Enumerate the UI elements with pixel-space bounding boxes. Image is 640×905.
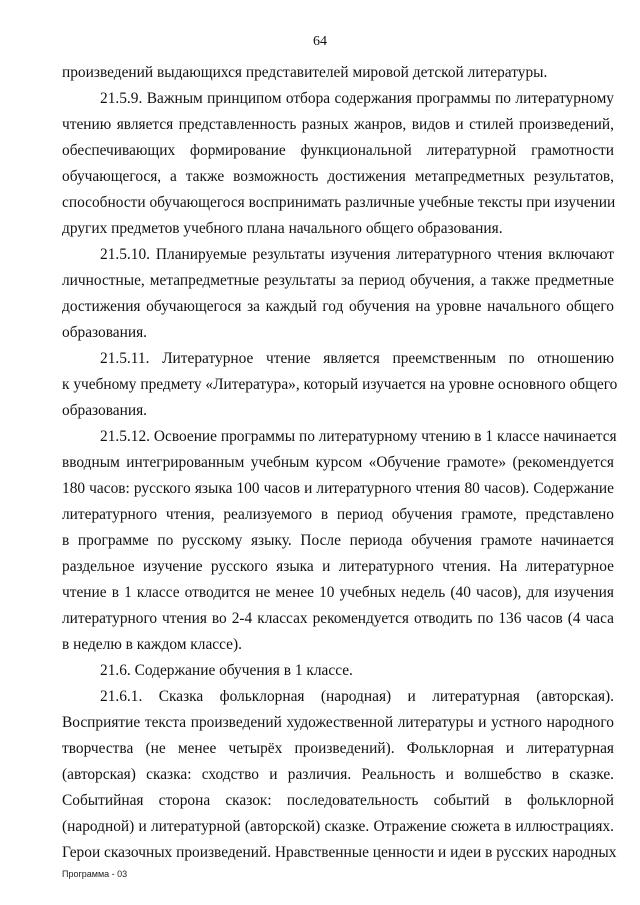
text-line: творчества (не менее четырёх произведений). Фольклорная и литературная	[62, 740, 614, 757]
text-line: (народной) и литературной (авторской) сказке. Отражение сюжета в иллюстрациях.	[62, 818, 614, 835]
text-line: вводным интегрированным учебным курсом «Обучение грамоте» (рекомендуется	[62, 454, 614, 471]
text-line: обеспечивающих формирование функциональной литературной грамотности	[62, 142, 614, 159]
text-line: (авторская) сказка: сходство и различия. Реальность и волшебство в сказке.	[62, 766, 614, 783]
page-number: 64	[313, 34, 327, 49]
paragraph	[62, 658, 614, 684]
text-line: 21.6. Содержание обучения в 1 классе.	[100, 662, 353, 679]
text-line: 21.6.1. Сказка фольклорная (народная) и литературная (авторская).	[100, 688, 614, 705]
text-line: литературного чтения, реализуемого в период обучения грамоте, представлено	[62, 506, 614, 523]
text-line: чтение в 1 классе отводится не менее 10 учебных недель (40 часов), для изучения	[62, 584, 614, 601]
paragraph	[62, 346, 618, 424]
text-line: 180 часов: русского языка 100 часов и литературного чтения 80 часов). Содержание	[62, 480, 614, 497]
text-line: 21.5.12. Освоение программы по литературному чтению в 1 классе начинается	[100, 428, 617, 445]
text-line: 21.5.11. Литературное чтение является преемственным по отношению	[100, 350, 614, 367]
text-line: обучающегося, а также возможность достижения метапредметных результатов,	[62, 168, 614, 185]
footer-label: Программа - 03	[62, 869, 128, 879]
text-line: к учебному предмету «Литература», который изучается на уровне основного общего	[62, 376, 618, 393]
text-line: личностные, метапредметные результаты за период обучения, а также предметные	[62, 272, 614, 289]
text-line: произведений выдающихся представителей мировой детской литературы.	[62, 64, 548, 81]
text-line: Герои сказочных произведений. Нравственные ценности и идеи в русских народных	[62, 844, 617, 861]
text-line: 21.5.10. Планируемые результаты изучения литературного чтения включают	[100, 246, 614, 263]
document-body	[62, 60, 618, 866]
text-line: Событийная сторона сказок: последовательность событий в фольклорной	[62, 792, 614, 809]
paragraph	[62, 242, 614, 346]
text-line: Восприятие текста произведений художественной литературы и устного народного	[62, 714, 614, 731]
text-line: способности обучающегося воспринимать различные учебные тексты при изучении	[62, 194, 616, 211]
text-line: достижения обучающегося за каждый год обучения на уровне начального общего	[62, 298, 614, 315]
paragraph	[62, 60, 614, 86]
text-line: в неделю в каждом классе).	[62, 636, 242, 653]
text-line: образования.	[62, 402, 148, 419]
text-line: чтению является представленность разных жанров, видов и стилей произведений,	[62, 116, 614, 133]
paragraph	[62, 684, 617, 866]
text-line: в программе по русскому языку. После периода обучения грамоте начинается	[62, 532, 614, 549]
text-line: литературного чтения во 2-4 классах рекомендуется отводить по 136 часов (4 часа	[62, 610, 614, 627]
paragraph	[62, 86, 614, 242]
text-line: раздельное изучение русского языка и литературного чтения. На литературное	[62, 558, 614, 575]
text-line: других предметов учебного плана начального общего образования.	[62, 220, 503, 237]
text-line: 21.5.9. Важным принципом отбора содержания программы по литературному	[100, 90, 614, 107]
text-line: образования.	[62, 324, 148, 341]
paragraph	[62, 424, 617, 658]
